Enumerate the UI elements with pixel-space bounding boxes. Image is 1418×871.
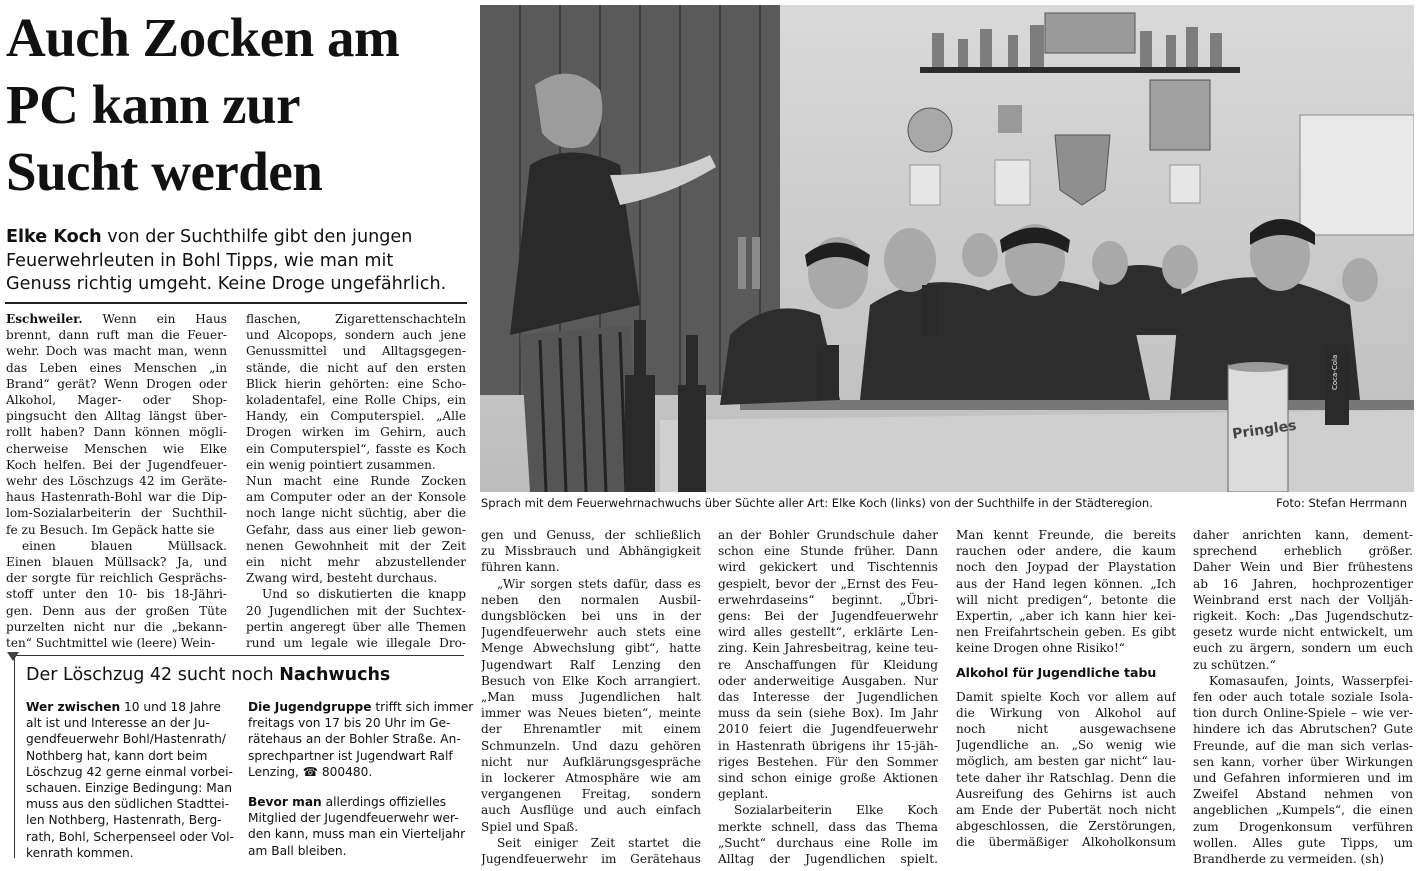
- dateline: Eschweiler.: [6, 312, 83, 326]
- bottle-label: Coca-Cola: [1331, 354, 1339, 390]
- col1-line: wehr des Löschzugs 42 im Geräte-: [6, 474, 227, 489]
- box-right-lead2: Bevor man: [248, 795, 322, 810]
- col1-line-0: [6, 311, 227, 327]
- col6-line: rigkeit. Koch: „Das Jugendschutz-: [1193, 609, 1413, 624]
- col4-line: gens: Bei der Jugendfeuerwehr: [718, 609, 938, 624]
- infobox-column-left: [26, 699, 236, 861]
- teaser-line-3: Genuss richtig umgeht. Keine Droge ungefährlich.: [6, 274, 447, 294]
- col2-line: ein nicht mehr abzustellender: [246, 555, 466, 570]
- teaser: [6, 226, 476, 297]
- col6-line: gesetz wurde nicht entwickelt, um: [1193, 625, 1413, 640]
- teaser-line-1: [6, 226, 476, 250]
- col6-line: zu schützen.“: [1193, 657, 1276, 672]
- boxright-line: rätehaus an der Bohler Straße. An-: [248, 732, 461, 747]
- boxright-line: den kann, muss man ein Vierteljahr: [248, 827, 466, 842]
- col6-line: tion durch Online-Spiele – wie ver-: [1193, 706, 1413, 721]
- col4-line: wird gekickert und Tischtennis: [718, 560, 938, 575]
- col1-line: brennt, dann ruft man die Feuer-: [6, 328, 227, 343]
- col6-line: Komasaufen, Joints, Wasserpfei-: [1209, 673, 1413, 688]
- col1-line: purzelten nicht nur die „bekann-: [6, 619, 227, 634]
- col5-line: abgeschlossen, die Zerstörungen,: [956, 819, 1176, 834]
- col1-line: fe zu Besuch. Im Gepäck hatte sie: [6, 522, 215, 537]
- col2-line: koladentafel, eine Rolle Chips, ein: [246, 393, 466, 408]
- col1-line: cherweise Menschen wie Elke: [6, 441, 227, 456]
- col5-line: möglich, am besten gar nicht“ lau-: [956, 754, 1176, 769]
- col6-line: hindere ich das Abrutschen? Gute: [1193, 722, 1413, 737]
- col3-line: Besuch von Elke Koch arrangiert.: [481, 673, 701, 688]
- col6-line: euch zu ärgern, sondern um euch: [1193, 641, 1413, 656]
- col1-line: haus Hastenrath-Bohl war die Dip-: [6, 490, 227, 505]
- col6-line: ab 16 Jahren, hochprozentiger: [1193, 576, 1413, 591]
- col3-line: auch Ausflüge und auch einfach: [481, 803, 701, 818]
- col6-line: Daher Wein und Bier frühestens: [1193, 560, 1413, 575]
- col6-line: daher anrichten kann, dement-: [1193, 528, 1413, 542]
- col2-line: Nun macht eine Runde Zocken: [246, 474, 466, 489]
- photo-illustration: [480, 5, 1414, 492]
- article-column-3: [481, 527, 701, 867]
- infobox-title: [26, 665, 390, 685]
- col1-line: der sorgte für reichlich Gesprächs-: [6, 571, 227, 586]
- col6-line: Weinbrand erst nach der Volljäh-: [1193, 592, 1413, 607]
- teaser-line-2: Feuerwehrleuten in Bohl Tipps, wie man mit: [6, 250, 394, 271]
- col4-line: schon eine Stunde früher. Dann: [718, 544, 938, 559]
- col2-line: nenen Gewohnheit mit der Zeit: [246, 538, 466, 553]
- col4-line: in Hastenrath übrigens ihr 15-jäh-: [718, 738, 938, 753]
- col1-line: Einen blauen Müllsack? Ja, und: [6, 555, 227, 570]
- col1-line: einen blauen Müllsack.: [22, 538, 227, 553]
- col4-line: wird alles gestellt“, erklärte Len-: [718, 625, 938, 640]
- infobox-left-rule: [14, 655, 15, 858]
- col5-line: am Ende der Pubertät noch nicht: [956, 803, 1176, 818]
- article-column-6: [1193, 527, 1413, 867]
- col4-line: merkte schnell, dass das Thema: [718, 819, 938, 834]
- infobox-column-right: [248, 699, 474, 859]
- col3-line: gen und Genuss, der schließlich: [481, 528, 701, 542]
- col2-line: Blick hierin gehörten: eine Scho-: [246, 376, 466, 391]
- infobox-top-rule: [14, 655, 464, 656]
- col3-line: neben den normalen Ausbil-: [481, 592, 701, 607]
- col1-line-0-rest: Wenn ein Haus: [82, 312, 227, 326]
- boxleft-line: muss aus den südlichen Stadttei-: [26, 797, 230, 812]
- col2-line: stände, die nicht auf den ersten: [246, 360, 466, 375]
- col1-line: gen. Denn aus der großen Tüte: [6, 603, 227, 618]
- col2-line: Und so diskutierten die knapp: [262, 587, 466, 602]
- col5-line: keine Drogen ohne Risiko!“: [956, 641, 1125, 656]
- col5-line: nen Freifahrtschein geben. Es gibt: [956, 625, 1176, 640]
- col3-line: immer was Neues bieten“, meinte: [481, 706, 701, 721]
- col2-line: Gefahr, dass aus einer lieb gewon-: [246, 522, 466, 537]
- boxright-line: Mitglied der Jugendfeuerwehr wer-: [248, 811, 459, 826]
- col4-line: muss da sein (siehe Box). Im Jahr: [718, 706, 938, 721]
- col3-line: Jugendfeuerwehr im Gerätehaus: [481, 852, 701, 867]
- article-column-4: [718, 527, 938, 867]
- col3-line: Jugendwart Ralf Lenzing den: [481, 657, 701, 672]
- col3-line: führen kann.: [481, 560, 560, 575]
- box-right-second-lead-line: [248, 794, 464, 810]
- boxleft-line: schauen. Einzige Bedingung: Man: [26, 781, 232, 796]
- infobox-title-bold: Nachwuchs: [279, 665, 391, 685]
- col5-line: noch den Joypad der Playstation: [956, 560, 1176, 575]
- col6-line: und Gefahren informieren und im: [1193, 771, 1413, 786]
- col2-line: rund um legale wie illegale Dro-: [246, 636, 466, 651]
- col5-line: Man kennt Freunde, die bereits: [956, 528, 1176, 542]
- boxleft-line: Löschzug 42 gerne einmal vorbei-: [26, 764, 233, 779]
- col4-line: Sozialarbeiterin Elke Koch: [734, 803, 938, 818]
- headline: [6, 4, 474, 205]
- col4-line: 2010 feiert die Jugendfeuerwehr: [718, 722, 938, 737]
- box-right-line-0: [248, 699, 474, 715]
- col6-line: sen kann, vorher über Wirkungen: [1193, 754, 1413, 769]
- col1-line: pingsucht den Alltag längst über-: [6, 409, 227, 424]
- col3-line: Jugendfeuerwehr auch stets eine: [481, 625, 701, 640]
- article-photo: [480, 5, 1414, 492]
- col5-line: die Wirkung von Alkohol auf: [956, 705, 1176, 720]
- col5-line: Jugendliche an. „So wenig wie: [956, 738, 1176, 753]
- col5-line: Ausreifung des Gehirns ist auch: [956, 786, 1176, 801]
- col6-line: Brandherde zu vermeiden. (sh): [1193, 852, 1384, 867]
- spacer: [248, 780, 464, 794]
- col4-line: gespielt, bevor der „Ernst des Feu-: [718, 576, 938, 591]
- headline-rule: [5, 302, 467, 304]
- box-left-line-0-rest: 10 und 18 Jahre: [120, 700, 221, 714]
- col2-line: pertin angeregt über alle Themen: [246, 619, 466, 634]
- caption-text: Sprach mit dem Feuerwehrnachwuchs über Süchte aller Art: Elke Koch (links) von der Suchthilfe in der Städteregion.: [481, 496, 1153, 510]
- infobox-title-prefix: Der Löschzug 42 sucht noch: [26, 665, 280, 685]
- teaser-name: Elke Koch: [6, 227, 102, 247]
- col1-line: ten“ Suchtmittel wie (leere) Wein-: [6, 636, 216, 651]
- col6-line: angeblichen „Kumpels“, die einen: [1193, 803, 1413, 818]
- col5-line: Expertin, „aber ich kann hier kei-: [956, 609, 1176, 624]
- boxleft-line: len Nothberg, Hastenrath, Berg-: [26, 813, 222, 828]
- col5-line: aus der Hand legen können. „Ich: [956, 576, 1176, 591]
- col3-line: in lockerer Atmosphäre wie am: [481, 771, 701, 786]
- col2-line: ein wenig pointiert zusammen.: [246, 457, 436, 472]
- col6-line: fen oder auch totale soziale Isola-: [1193, 690, 1413, 705]
- col3-line: dungsblöcken bei uns in der: [481, 609, 701, 624]
- col5-line: Damit spielte Koch vor allem auf: [956, 689, 1176, 704]
- col4-line: re Anschaffungen für Kleidung: [718, 657, 938, 672]
- col4-line: Alltag der Jugendlichen spielt.: [718, 852, 938, 867]
- col3-line: „Man muss Jugendlichen halt: [481, 690, 701, 705]
- article-column-1: [6, 311, 227, 651]
- col5-line: will nicht predigen“, betonte die: [956, 592, 1176, 607]
- boxleft-line: gendfeuerwehr Bohl/Hastenrath/: [26, 732, 226, 747]
- boxright-line: am Ball bleiben.: [248, 843, 347, 858]
- col5-line: rauchen oder andere, die kaum: [956, 544, 1176, 559]
- col4-line: geplant.: [718, 787, 769, 802]
- col2-line: Zwang wird, besteht durchaus.: [246, 571, 438, 586]
- col3-line: der Ehrenamtler mit einem: [481, 722, 701, 737]
- col1-line: wehr. Doch was macht man, wenn: [6, 344, 227, 359]
- col1-line: Brand“ gerät? Wenn Drogen oder: [6, 376, 227, 391]
- box-right-second-rest: allerdings offizielles: [321, 795, 447, 810]
- col6-line: sprechend erheblich größer.: [1193, 544, 1413, 559]
- col3-line: nicht nur Aufklärungsgespräche: [481, 754, 701, 769]
- col3-line: Spiel und Spaß.: [481, 819, 579, 834]
- col2-line: Handy, ein Computerspiel. „Alle: [246, 409, 466, 424]
- col2-line: Genussmittel und Alltagsgegen-: [246, 344, 466, 359]
- box-left-lead: Wer zwischen: [26, 700, 121, 714]
- col4-line: riges Bestehen. Für den Sommer: [718, 754, 938, 769]
- boxleft-line: Nothberg hat, kann dort beim: [26, 748, 208, 763]
- triangle-marker-icon: [7, 652, 19, 661]
- col1-line: Koch helfen. Bei der Jugendfeuer-: [6, 457, 227, 472]
- boxleft-line: kenrath kommen.: [26, 845, 134, 860]
- headline-line-1: Auch Zocken am: [6, 7, 400, 68]
- col6-line: zum Drogenkonsum verführen: [1193, 819, 1413, 834]
- box-right-line-0-rest: trifft sich immer: [371, 700, 474, 714]
- boxright-line: freitags von 17 bis 20 Uhr im Ge-: [248, 716, 451, 731]
- article-column-5: [956, 527, 1176, 851]
- col4-line: „Sucht“ durchaus eine Rolle im: [718, 835, 938, 850]
- col1-line: Alkohol, Mager- oder Shop-: [6, 393, 227, 408]
- col6-line: Zweifel Abstand nehmen von: [1193, 787, 1413, 802]
- col1-line: das Leben eines Menschen „in: [6, 360, 227, 375]
- subheading: Alkohol für Jugendliche tabu: [956, 664, 1157, 680]
- col2-line: 20 Jugendlichen mit der Suchtex-: [246, 603, 466, 618]
- col2-line: noch lange nicht süchtig, aber die: [246, 506, 466, 521]
- col4-line: zing. Kein Jahresbeitrag, keine teu-: [718, 641, 938, 656]
- col4-line: oder anderweitige Ausgaben. Nur: [718, 673, 938, 688]
- col3-line: Schmunzeln. Und dazu gehören: [481, 738, 701, 753]
- boxright-line: Lenzing, ☎ 800480.: [248, 764, 373, 779]
- col2-line: flaschen, Zigarettenschachteln: [246, 312, 466, 326]
- col6-line: wollen. Alles gute Tipps, um: [1193, 835, 1413, 850]
- photo-credit: Foto: Stefan Herrmann: [1276, 496, 1407, 510]
- col3-line: vergangenen Freitag, sondern: [481, 787, 701, 802]
- col4-line: erwehrdaseins“ beginnt. „Übri-: [718, 592, 938, 607]
- col6-line: Freunde, auf die man sich verlas-: [1193, 738, 1413, 753]
- boxleft-line: alt ist und Interesse an der Ju-: [26, 716, 210, 731]
- box-right-lead: Die Jugendgruppe: [248, 700, 372, 714]
- box-left-line-0: [26, 699, 236, 715]
- col1-line: rollt haben? Dann können mögli-: [6, 425, 227, 440]
- col4-line: sind schon einige große Aktionen: [718, 771, 938, 786]
- can-label: Pringles: [1231, 417, 1298, 443]
- article-column-2: [246, 311, 466, 651]
- col4-line: an der Bohler Grundschule daher: [718, 528, 938, 542]
- col3-line: „Wir sorgen stets dafür, dass es: [497, 576, 701, 591]
- col5-line: noch nicht ausgewachsene: [956, 722, 1176, 737]
- col3-line: zu Missbrauch und Abhängigkeit: [481, 544, 701, 559]
- photo-caption: [481, 496, 1411, 510]
- headline-line-3: Sucht werden: [6, 141, 323, 202]
- col2-line: ein Computerspiel“, fasste es Koch: [246, 441, 466, 456]
- col4-line: das Interesse der Jugendlichen: [718, 690, 938, 705]
- col1-line: stoff unter den 10- bis 18-Jähri-: [6, 587, 227, 602]
- col5-line: die übermäßiger Alkoholkonsum: [956, 835, 1176, 850]
- boxleft-line: rath, Bohl, Scherpenseel oder Vol-: [26, 829, 234, 844]
- col2-line: und Alcopops, sondern auch jene: [246, 328, 466, 343]
- col3-line: Menge Abwechslung gibt“, hatte: [481, 641, 701, 656]
- col1-line: lom-Sozialarbeiterin der Suchthil-: [6, 506, 227, 521]
- col2-line: am Computer oder an der Konsole: [246, 490, 466, 505]
- boxright-line: sprechpartner ist Jugendwart Ralf: [248, 748, 453, 763]
- col5-line: tete daher ihr Ratschlag. Denn die: [956, 770, 1176, 785]
- teaser-line-1-rest: von der Suchthilfe gibt den jungen: [101, 227, 413, 247]
- headline-line-2: PC kann zur: [6, 74, 300, 135]
- col3-line: Seit einiger Zeit startet die: [497, 835, 701, 850]
- col2-line: Drogen wirken im Gehirn, auch: [246, 425, 466, 440]
